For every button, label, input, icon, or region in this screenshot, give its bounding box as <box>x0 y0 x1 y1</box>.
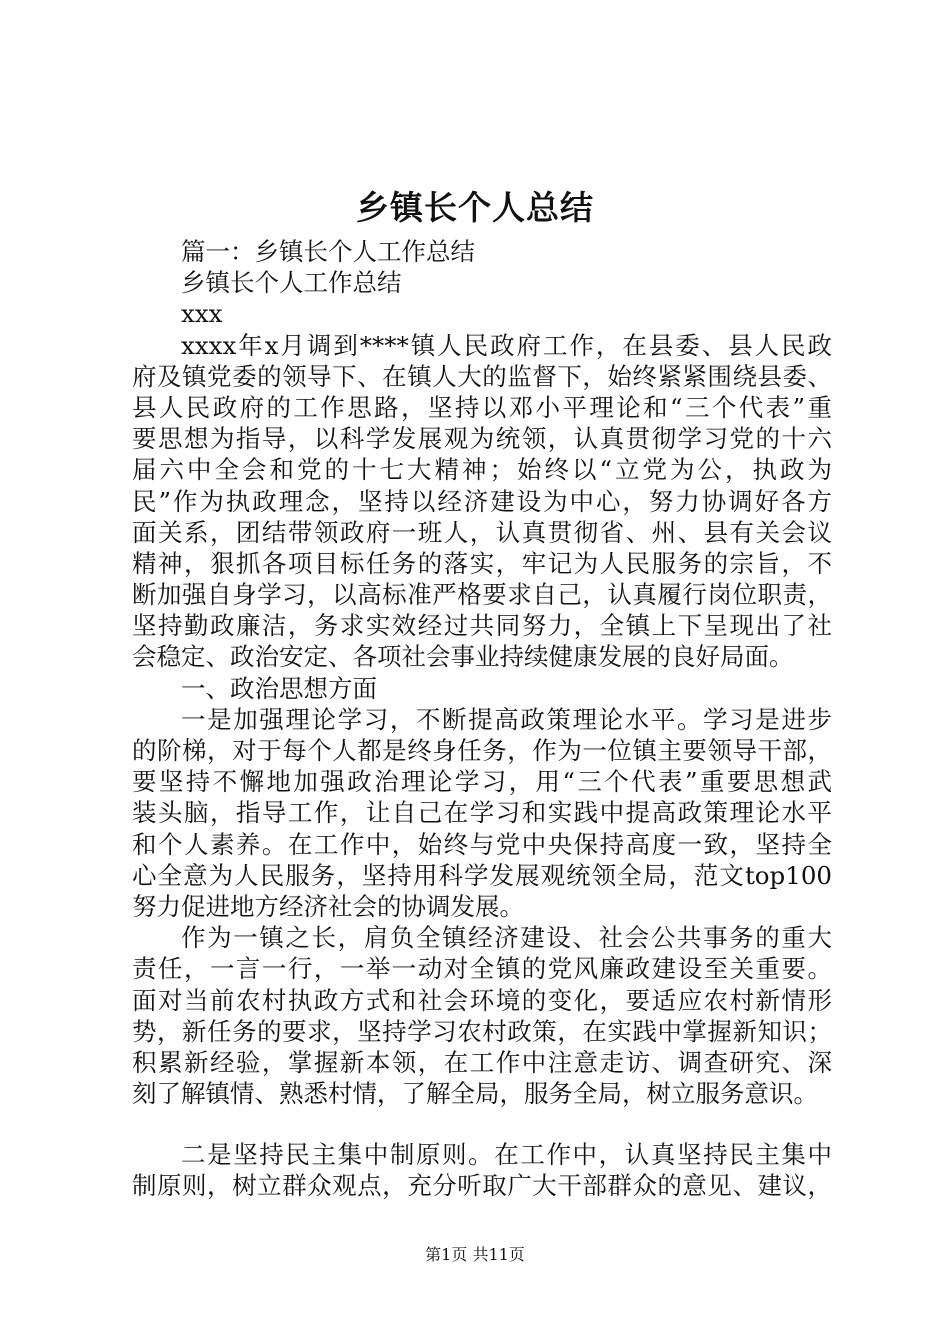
paragraph-line: 刻了解镇情、熟悉村情，了解全局，服务全局，树立服务意识。 <box>132 1079 818 1109</box>
paragraph-line: 要坚持不懈地加强政治理论学习，用“三个代表”重要思想武 <box>132 767 832 797</box>
section-heading: 一、政治思想方面 <box>181 673 377 703</box>
paragraph-line: 一是加强理论学习，不断提高政策理论水平。学习是进步 <box>181 704 832 734</box>
subtitle: 乡镇长个人工作总结 <box>181 268 402 298</box>
paragraph-gap <box>132 1109 832 1139</box>
paragraph-line: 届六中全会和党的十七大精神；始终以“立党为公，执政为 <box>132 455 832 485</box>
page-footer: 第1页 共11页 <box>425 1245 525 1264</box>
paragraph-line: 努力促进地方经济社会的协调发展。 <box>132 891 524 921</box>
paragraph-line: 的阶梯，对于每个人都是终身任务，作为一位镇主要领导干部， <box>132 736 832 765</box>
paragraph-line: 府及镇党委的领导下、在镇人大的监督下，始终紧紧围绕县委、 <box>132 361 832 391</box>
document-title: 乡镇长个人总结 <box>356 188 594 227</box>
paragraph-line: 坚持勤政廉洁，务求实效经过共同努力，全镇上下呈现出了社 <box>132 611 832 641</box>
paragraph-line: 势，新任务的要求，坚持学习农村政策，在实践中掌握新知识； <box>132 1016 832 1046</box>
paragraph-line: 积累新经验，掌握新本领，在工作中注意走访、调查研究、深 <box>132 1047 832 1077</box>
paragraph-line: 面对当前农村执政方式和社会环境的变化，要适应农村新情形 <box>132 985 832 1015</box>
section-heading-1: 篇一：乡镇长个人工作总结 <box>181 237 475 266</box>
paragraph-line: 二是坚持民主集中制原则。在工作中，认真坚持民主集中 <box>181 1140 832 1170</box>
paragraph-line: 要思想为指导，以科学发展观为统领，认真贯彻学习党的十六 <box>132 424 832 454</box>
paragraph-line: 面关系，团结带领政府一班人，认真贯彻省、州、县有关会议 <box>132 517 832 547</box>
paragraph-line: 责任，一言一行，一举一动对全镇的党风廉政建设至关重要。 <box>132 954 832 984</box>
paragraph-line: 装头脑，指导工作，让自己在学习和实践中提高政策理论水平 <box>132 798 832 828</box>
author-line: xxx <box>181 299 223 329</box>
paragraph-line: 县人民政府的工作思路，坚持以邓小平理论和“三个代表”重 <box>132 392 832 422</box>
document-body <box>132 236 832 1202</box>
paragraph-line: 和个人素养。在工作中，始终与党中央保持高度一致，坚持全 <box>132 829 832 859</box>
paragraph-line: 作为一镇之长，肩负全镇经济建设、社会公共事务的重大 <box>181 923 832 953</box>
paragraph-line: 心全意为人民服务，坚持用科学发展观统领全局，范文top100 <box>132 860 832 890</box>
paragraph-line: 会稳定、政治安定、各项社会事业持续健康发展的良好局面。 <box>132 642 794 672</box>
paragraph-line: 断加强自身学习，以高标准严格要求自己，认真履行岗位职责， <box>132 580 832 610</box>
paragraph-line: 民”作为执政理念，坚持以经济建设为中心，努力协调好各方 <box>132 486 832 516</box>
paragraph-line: 制原则，树立群众观点，充分听取广大干部群众的意见、建议， <box>132 1171 832 1201</box>
paragraph-line: 精神，狠抓各项目标任务的落实，牢记为人民服务的宗旨，不 <box>132 548 832 578</box>
paragraph-line: xxxx年x月调到****镇人民政府工作，在县委、县人民政 <box>181 330 832 360</box>
